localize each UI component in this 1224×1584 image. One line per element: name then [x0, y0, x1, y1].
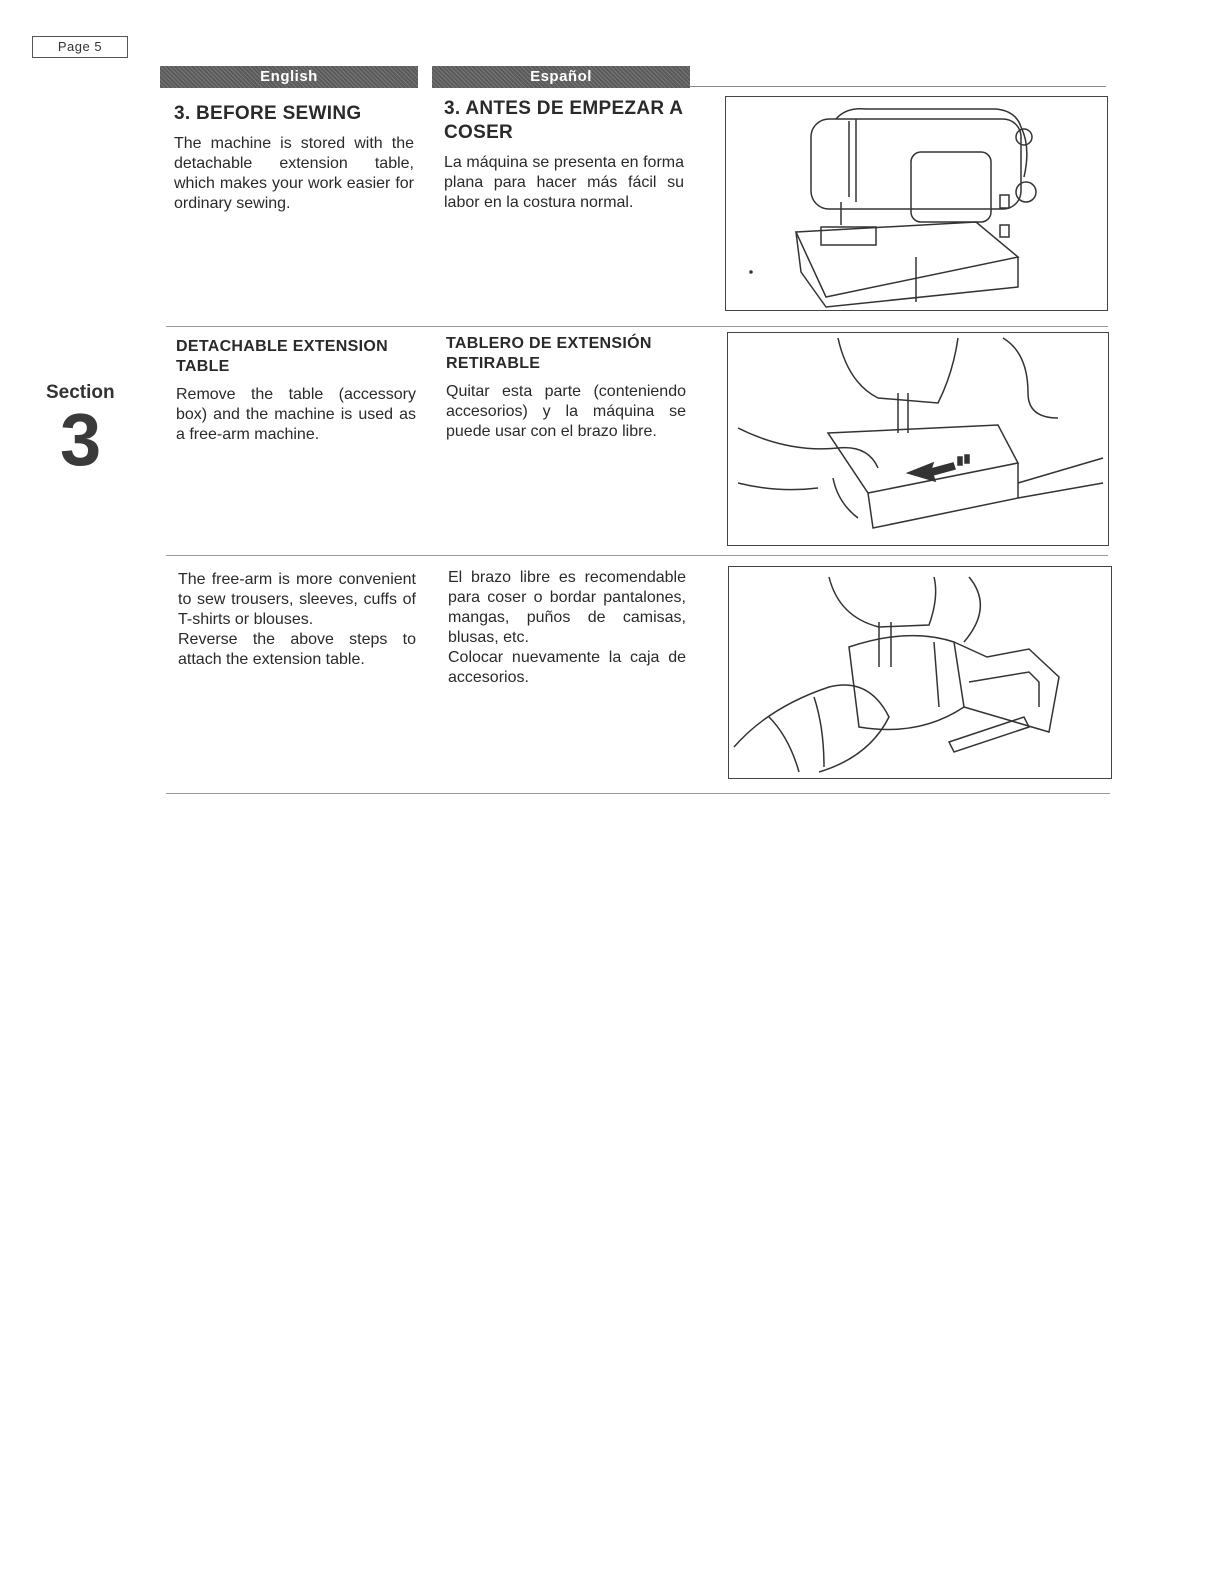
block-3-spanish-text-2: Colocar nuevamente la caja de accesorios. [448, 649, 686, 686]
block-2-spanish [446, 334, 686, 442]
divider-2 [166, 555, 1108, 556]
figure-free-arm-sewing [728, 566, 1112, 779]
figure-remove-extension-table [727, 332, 1109, 546]
section-number: 3 [60, 398, 102, 481]
block-2-spanish-heading: TABLERO DE EXTENSIÓN RETIRABLE [446, 335, 652, 372]
page-number-label: Page 5 [32, 36, 128, 58]
block-3-spanish-text: El brazo libre es recomendable para coser o bordar pantalones, mangas, puños de camisas, blusas, etc. [448, 569, 686, 646]
section-label: Section [46, 382, 115, 403]
language-header-english: English [160, 66, 418, 88]
block-2-english-text: Remove the table (accessory box) and the machine is used as a free-arm machine. [176, 386, 416, 443]
divider-3 [166, 793, 1110, 794]
block-1-spanish-heading: 3. ANTES DE EMPEZAR A COSER [444, 98, 683, 143]
block-2-english-heading: DETACHABLE EXTENSION TABLE [176, 338, 388, 375]
block-2-english [176, 337, 416, 445]
header-rule [690, 86, 1106, 87]
block-1-english-heading: 3. BEFORE SEWING [174, 103, 362, 124]
block-3-english [178, 570, 416, 670]
block-1-english [174, 102, 414, 214]
block-1-spanish [444, 97, 684, 213]
block-1-english-text: The machine is stored with the detachable extension table, which makes your work easier for ordinary sewing. [174, 135, 414, 212]
block-3-english-text: The free-arm is more convenient to sew trousers, sleeves, cuffs of T-shirts or blouses. [178, 571, 416, 628]
language-header-spanish: Español [432, 66, 690, 88]
block-1-spanish-text: La máquina se presenta en forma plana para hacer más fácil su labor en la costura normal. [444, 154, 684, 211]
block-3-spanish [448, 568, 686, 688]
block-2-spanish-text: Quitar esta parte (conteniendo accesorios) y la máquina se puede usar con el brazo libre. [446, 383, 686, 440]
divider-1 [166, 326, 1108, 327]
language-header-divider [419, 66, 431, 88]
figure-sewing-machine [725, 96, 1108, 311]
block-3-english-text-2: Reverse the above steps to attach the extension table. [178, 631, 416, 668]
